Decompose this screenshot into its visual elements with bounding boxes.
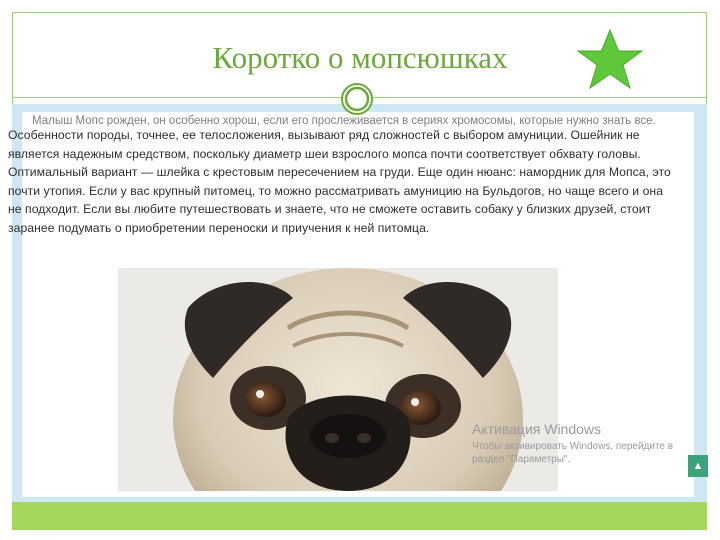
footer-bar — [12, 502, 707, 529]
activation-subtitle: Чтобы активировать Windows, перейдите в раздел "Параметры". — [472, 441, 674, 465]
activation-title: Активация Windows — [472, 421, 602, 437]
scroll-up-button[interactable]: ▲ — [688, 455, 708, 477]
windows-activation-watermark — [472, 420, 712, 466]
slide-title: Коротко о мопсюшках — [212, 40, 508, 75]
slide-body-text: Особенности породы, точнее, ее телосложения, вызывают ряд сложностей с выбором амуниции. Ошейник не является надежным средством, поскольку диаметр шеи взрослого мопса почти соответствует обхвату головы. Оптимальный вариант — шлейка с крестовым пересечением на груди. Еще один нюанс: намордник для Мопса, это почти утопия. Если у вас крупный питомец, то можно рассматривать амуницию на Бульдогов, но чаще всего и она не подходит. Если вы любите путешествовать и знаете, что не сможете оставить собаку у близких друзей, стоит заранее подумать о приобретении переноски и приучения к ней питомца. — [8, 128, 671, 235]
ring-icon — [340, 82, 374, 116]
star-icon — [575, 28, 645, 90]
overlapped-text-line: Малыш Мопс рожден, он особенно хорош, если его прослеживается в сериях хромосомы, которые нужно знать все. — [32, 115, 656, 127]
